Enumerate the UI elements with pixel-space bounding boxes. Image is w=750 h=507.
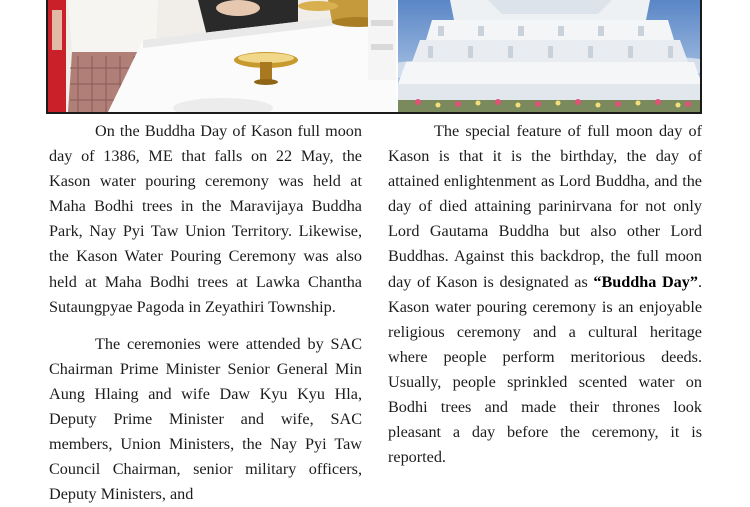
left-column (49, 119, 362, 507)
photo-strip (46, 0, 702, 114)
right-paragraph-1-text-b: . Kason water pouring ceremony is an enjoyable religious ceremony and a cultural heritage where people perform meritorious deeds. Usually, people sprinkled scented water on Bodhi trees and made their thrones look pleasant a day before the ceremony, it is reported. (388, 272, 702, 467)
left-paragraph-1: On the Buddha Day of Kason full moon day of 1386, ME that falls on 22 May, the Kason water pouring ceremony was held at Maha Bodhi trees in the Maravijaya Buddha Park, Nay Pyi Taw Union Territory. Likewise, the Kason Water Pouring Ceremony was also held at Maha Bodhi trees at Lawka Chantha Sutaungpyae Pagoda in Zeyathiri Township. (49, 122, 362, 316)
buddha-day-bold: “Buddha Day” (593, 272, 698, 291)
right-column (388, 119, 702, 470)
ceremony-table-illustration (48, 0, 396, 112)
right-paragraph-1-text-a: The special feature of full moon day of Kason is that it is the birthday, the day of attained enlightenment as Lord Buddha, and the day of died attaining parinirvana for not only Lord Gautama Buddha but also other Lord Buddhas. Against this backdrop, the full moon day of Kason is designated as (388, 122, 702, 291)
left-paragraph-2: The ceremonies were attended by SAC Chairman Prime Minister Senior General Min Aung Hlaing and wife Daw Kyu Kyu Hla, Deputy Prime Minister and wife, SAC members, Union Ministers, the Nay Pyi Taw Council Chairman, senior military officers, Deputy Ministers, and (49, 334, 362, 504)
white-pagoda-illustration (398, 0, 702, 112)
ceremony-table-photo (48, 0, 396, 112)
white-pagoda-photo (398, 0, 702, 112)
right-paragraph-1 (388, 119, 702, 470)
